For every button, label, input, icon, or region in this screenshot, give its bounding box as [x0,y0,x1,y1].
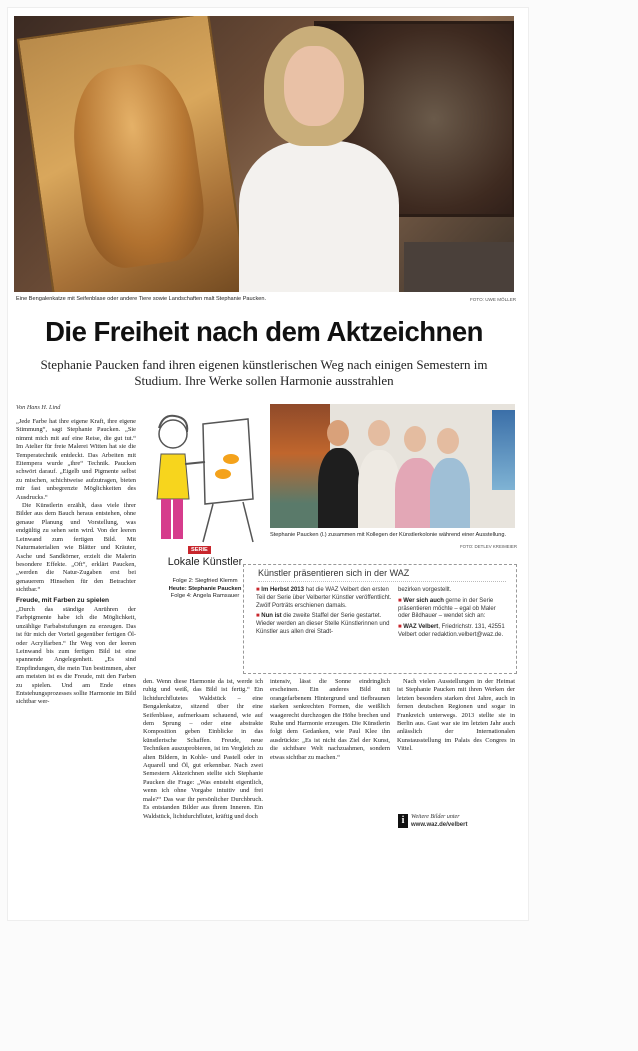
paragraph: intensiv, lässt die Sonne eindringlich erscheinen. Ein anderes Bild mit orangefarbenem Hintergrund und tiefbraunen starken senkrechten Formen, die weißlich waagerecht durchzogen die Höhe brechen und Ruhe und Harmonie erzeugen. Die Künstlerin folgt dem Gedanken, wie Paul Klee ihn ausdrückte: „Es ist nicht das Ziel der Kunst, die sichtbare Welt nachzuahmen, sondern etwas sichtbar zu machen.“ [270,678,390,761]
paragraph: „Durch das ständige Anrühren der Farbpigmente habe ich die Möglichkeit, unzählige Farbabstufungen zu erzeugen. Das ist für mich der Vorteil gegenüber fertigen Öl- oder Acrylfarben.“ Ihr Weg von der leeren Leinwand bis zum fertigen Bild ist eine spannende Angelegenheit. „Es sind Empfindungen, die mein Tun bestimmen, aber am meisten ist es die Freude, mit den Farben zu spielen. Und am Ende eines Entstehungsprozesses sollte Harmonie im Bild sichtbar wer- [16,605,136,706]
subheadline: Stephanie Paucken fand ihren eigenen künstlerischen Weg nach einigen Semestern im Studium. Ihre Werke sollen Harmonie ausstrahlen [40,357,488,388]
article-column-2 [143,678,263,821]
info-bold: Nun ist [261,613,282,620]
photo-credit: FOTO: UWE MÖLLER [470,297,517,302]
photo-caption: Eine Bengalenkatze mit Seifenblase oder andere Tiere sowie Landschaften malt Stephanie Paucken. [16,296,267,302]
group-photo [270,404,515,528]
info-text: gerne in der Serie präsentieren möchte – egal ob Maler oder Bildhauer – wendet sich an: [398,597,496,620]
cat-painting-board [17,16,249,292]
artist-portrait [239,26,389,292]
info-text: bezirken vorgestellt. [398,587,452,593]
main-photo [14,16,514,292]
paragraph: den. Wenn diese Harmonie da ist, werde ich ruhig und weiß, das Bild ist fertig.“ Ein lichtdurchflutetes Waldstück – eine Bengalenkatze, sitzend über ihr eine Seifenblase, aufmerksam schauend, wie auf dem Sprung – oder eine abstrakte Komposition geben Einblicke in das künstlerische Schaffen. Freude, neue Techniken auszuprobieren, ist im Vergleich zu alten Bildern, in Kohle- und Pastell oder in Aquarell und Öl, gut erkennbar. Nach zwei Semestern Aktzeichnen stellte sich Stephanie Paucken die Frage: „Was entsteht eigentlich, wenn ich ohne Vorgabe intuitiv und frei male?“ Das war ihr persönlicher Durchbruch. Es entstanden Bilder aus ihrem Inneren. Ein Waldstück, lichtdurchflutet, kräftig und doch [143,678,263,820]
info-box-col-2: bezirken vorgestellt. ■ Wer sich auch gerne in der Serie präsentieren möchte – egal ob Maler oder Bildhauer – wendet sich an: ■ WAZ Velbert, Friedrichstr. 131, 42551 Velbert oder redaktion.velbert@waz.de. [398,587,508,640]
paragraph: Die Künstlerin erzählt, dass viele ihrer Bilder aus dem Bauch heraus entstehen, ohne genaue Planung und Vorstellung, was endgültig zu sehen sein wird. Von der leeren Leinwand zum fertigen Bild. Mit Naturmaterialien wie Blätter und Kräuter, Asche und Sandkörner, erzielt die Malerin besondere Effekte. „Oft“, erklärt Paucken, „werden die Natur-Zugaben erst bei genauerem Hinsehen für den Betrachter sichtbar.“ [16,502,136,594]
episode-item-current: Heute: Stephanie Paucken [168,585,242,592]
group-photo-credit: FOTO: DETLEV KREIMEIER [460,544,518,549]
episode-item: Folge 2: Siegfried Klemm [172,578,238,584]
serie-badge: SERIE [188,546,211,554]
info-box-title: Künstler präsentieren sich in der WAZ [258,568,410,578]
info-bold: Im Herbst 2013 [261,587,304,593]
web-link-box [398,814,467,829]
article-column-1 [16,418,136,707]
web-link-url[interactable]: www.waz.de/velbert [411,821,468,828]
article-column-3 [270,678,390,762]
bengal-cat-image [64,58,211,273]
section-subhead: Freude, mit Farben zu spielen [16,596,110,604]
info-bold: WAZ Velbert [403,624,439,631]
info-box [243,564,517,674]
info-text: hat die WAZ Velbert den ersten Teil der Serie über Velberter Künstler veröffentlicht. Zwölf Porträts erschienen damals. [256,587,392,609]
paragraph: „Jede Farbe hat ihre eigene Kraft, ihre eigene Stimmung“, sagt Stephanie Paucken. „Sie nimmt mich mit auf eine Reise, die gut tut.“ Im Atelier für freie Malerei Witten hat sie die Temperatechnik entdeckt. Das Arbeiten mit Eitempera wurde „ihre“ Technik. Paucken schwört darauf. „Eigelb und Pigmente selbst zu mischen, schichtweise aufzutragen, bieten mir fast unbegrenzte Möglichkeiten des Ausdrucks.“ [16,418,136,501]
headline: Die Freiheit nach dem Aktzeichnen [45,316,483,347]
info-box-col-1: ■ Im Herbst 2013 hat die WAZ Velbert den ersten Teil der Serie über Velberter Künstler veröffentlicht. Zwölf Porträts erschienen damals. ■ Nun ist die zweite Staffel der Serie gestartet. Wieder werden an dieser Stelle Künstlerinnen und Künstler aus allen drei Stadt- [256,587,392,635]
episode-item: Folge 4: Angela Ramsauer [170,593,240,600]
info-bold: Wer sich auch [403,597,444,604]
info-text: die zweite Staffel der Serie gestartet. Wieder werden an dieser Stelle Künstlerinnen und Künstler aus allen drei Stadt- [256,613,390,635]
group-photo-caption: Stephanie Paucken (l.) zusammen mit Kollegen der Künstlerkolonie während einer Ausstellung. [270,532,507,538]
sofa [404,242,514,292]
paragraph: Nach vielen Ausstellungen in der Heimat ist Stephanie Paucken mit ihren Werken der letzten besonders starken drei Jahre, auch in fernen deutschen Regionen und sogar in Frankreich unterwegs. 2013 stellte sie in Berlin aus. Gast war sie im letzten Jahr auch anlässlich der Internationalen Kunstausstellung im Palais des Congres in Vittel. [397,678,515,753]
info-text: , Friedrichstr. 131, 42551 Velbert oder redaktion.velbert@waz.de. [398,624,505,638]
web-link-label: Weitere Bilder unter [411,814,460,820]
artist-illustration [143,404,263,544]
info-icon: i [398,814,408,828]
byline: Von Hans H. Lind [16,404,61,411]
serie-title: Lokale Künstler [167,556,243,568]
article-column-4 [397,678,515,754]
